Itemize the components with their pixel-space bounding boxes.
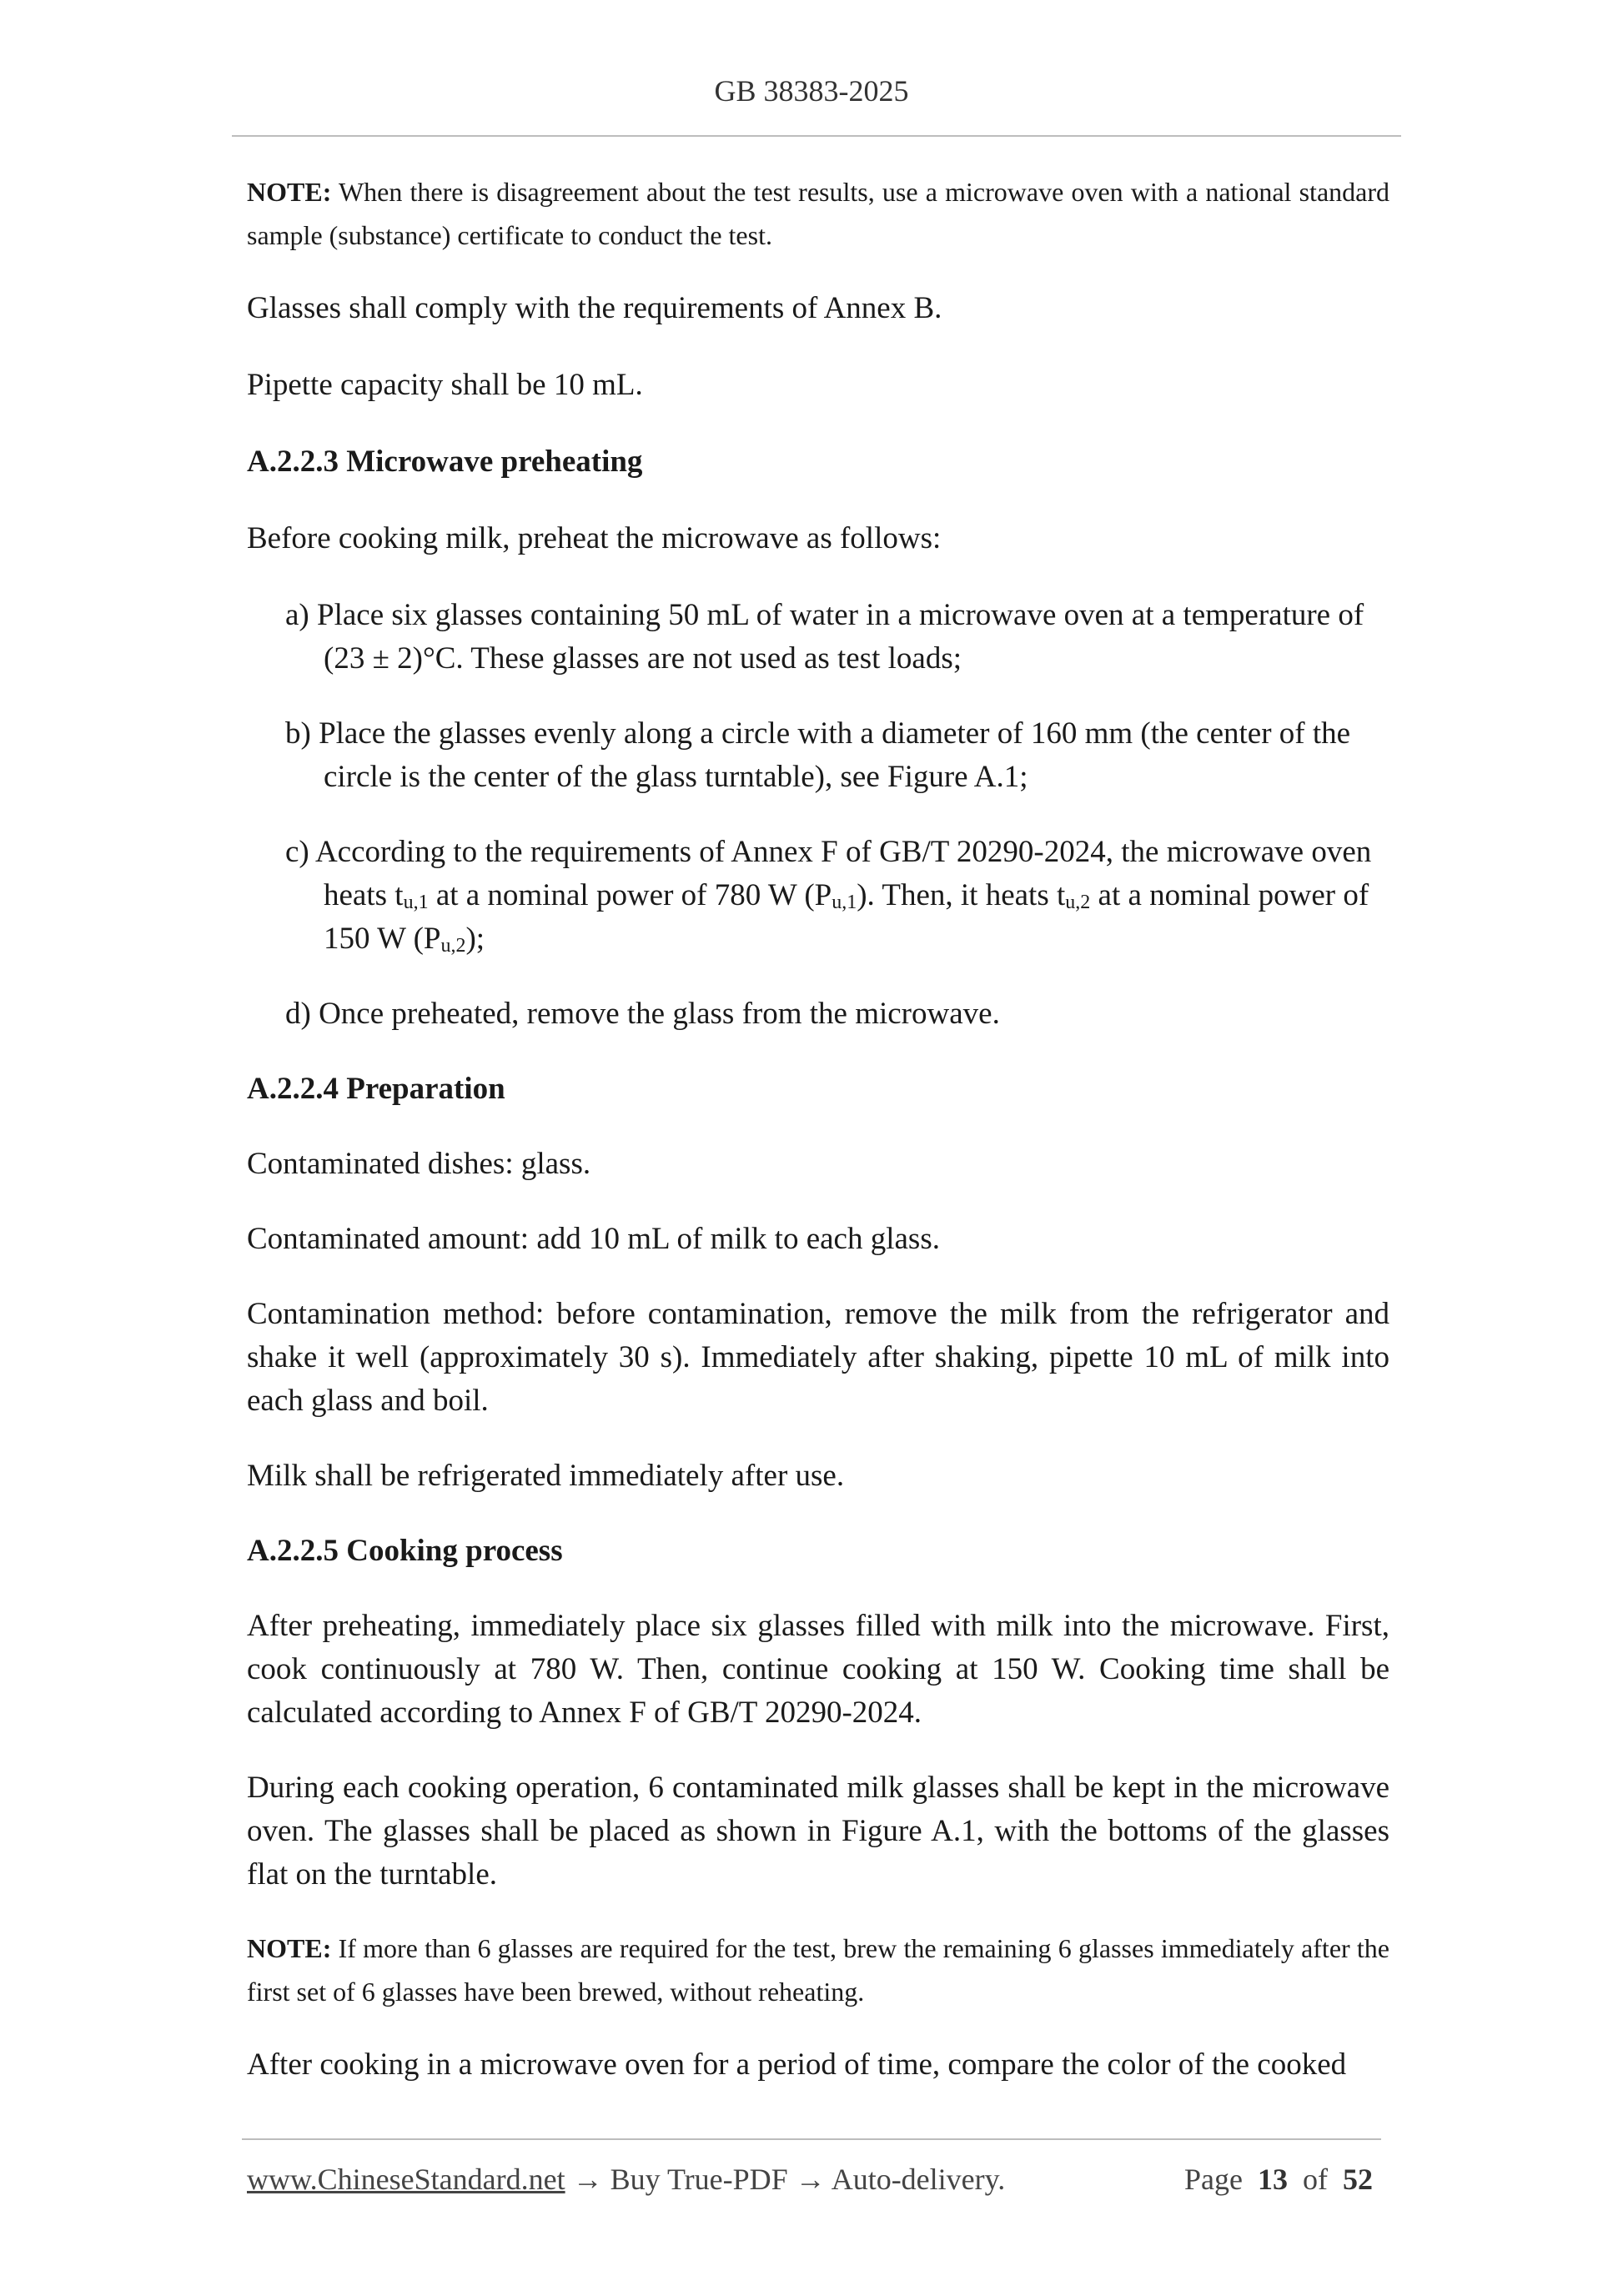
header-divider	[232, 135, 1401, 137]
footer-promo	[247, 2162, 1005, 2197]
list-item-c	[247, 831, 1389, 961]
paragraph-method: Contamination method: before contamination, remove the milk from the refrigerator and shake it well (approximately 30 s). Immediately after shaking, pipette 10 mL of milk into each glass and boil.	[247, 1297, 1389, 1418]
item-c-text-4: at a nominal power of 150 W (P	[324, 878, 1369, 956]
site-link[interactable]: www.ChineseStandard.net	[247, 2163, 565, 2196]
footer-promo-text: → Buy True-PDF → Auto-delivery.	[565, 2163, 1006, 2196]
list-item-a: a) Place six glasses containing 50 mL of water in a microwave oven at a temperature of (23 ± 2)°C. These glasses are not used as test loads;	[285, 598, 1364, 676]
item-c-text-2: at a nominal power of 780 W (P	[428, 878, 832, 912]
paragraph-dishes: Contaminated dishes: glass.	[247, 1147, 591, 1181]
item-c-text-3: ). Then, it heats t	[857, 878, 1066, 912]
total-pages: 52	[1343, 2163, 1373, 2196]
paragraph-after-preheating: After preheating, immediately place six glasses filled with milk into the microwave. First, cook continuously at 780 W. Then, continue cooking at 150 W. Cooking time shall be calculated according to Annex F of GB/T 20290-2024.	[247, 1609, 1389, 1730]
note-text: If more than 6 glasses are required for the test, brew the remaining 6 glasses immediately after the first set of 6 glasses have been brewed, without reheating.	[247, 1933, 1389, 2007]
item-c-sub-4: u,2	[440, 935, 466, 957]
list-item-b: b) Place the glasses evenly along a circle with a diameter of 160 mm (the center of the circle is the center of the glass turntable), see Figure A.1;	[285, 716, 1351, 794]
note-label: NOTE:	[247, 177, 332, 207]
note-text: When there is disagreement about the test results, use a microwave oven with a national standard sample (substance) certificate to conduct the test.	[247, 177, 1389, 250]
of-label: of	[1303, 2163, 1328, 2196]
paragraph-pipette: Pipette capacity shall be 10 mL.	[247, 368, 643, 402]
paragraph-after-cooking: After cooking in a microwave oven for a period of time, compare the color of the cooked	[247, 2047, 1347, 2082]
item-c-sub-2: u,1	[832, 892, 857, 913]
list-item-d: d) Once preheated, remove the glass from the microwave.	[285, 997, 1000, 1031]
note-paragraph-2	[247, 1927, 1389, 2013]
paragraph-refrigerate: Milk shall be refrigerated immediately after use.	[247, 1459, 845, 1493]
item-c-sub-3: u,2	[1065, 892, 1091, 913]
heading-a223: A.2.2.3 Microwave preheating	[247, 445, 643, 479]
note-paragraph-1	[247, 170, 1389, 257]
page-number: 13	[1258, 2163, 1288, 2196]
page-indicator	[1184, 2162, 1373, 2197]
page-header: GB 38383-2025	[714, 74, 909, 108]
paragraph-before: Before cooking milk, preheat the microwave as follows:	[247, 521, 942, 555]
page-content	[247, 167, 1389, 2087]
note-label: NOTE:	[247, 1933, 332, 1963]
item-c-sub-1: u,1	[403, 892, 429, 913]
heading-a224: A.2.2.4 Preparation	[247, 1072, 505, 1106]
paragraph-glasses: Glasses shall comply with the requirements of Annex B.	[247, 291, 942, 325]
item-c-text-1: c) According to the requirements of Annex F of GB/T 20290-2024, the microwave oven heats t	[285, 835, 1372, 912]
item-c-text-5: );	[465, 922, 485, 956]
paragraph-amount: Contaminated amount: add 10 mL of milk to each glass.	[247, 1222, 940, 1256]
footer-divider	[242, 2138, 1381, 2140]
heading-a225: A.2.2.5 Cooking process	[247, 1534, 563, 1568]
paragraph-during-cooking: During each cooking operation, 6 contaminated milk glasses shall be kept in the microwave oven. The glasses shall be placed as shown in Figure A.1, with the bottoms of the glasses flat on the turntable.	[247, 1771, 1389, 1892]
page-label: Page	[1184, 2163, 1243, 2196]
